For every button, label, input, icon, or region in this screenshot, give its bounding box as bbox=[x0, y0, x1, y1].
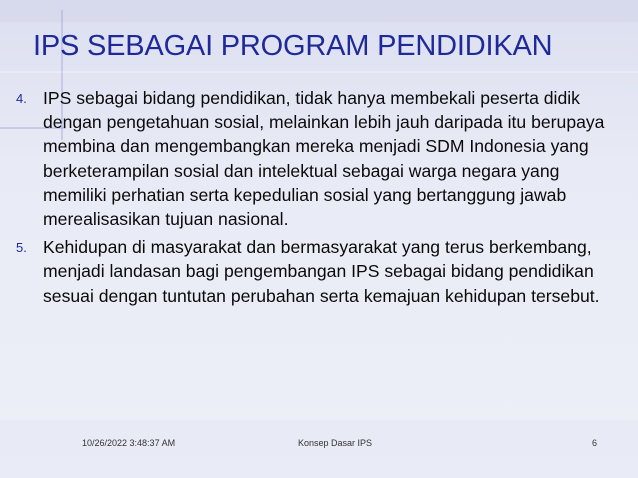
footer-title: Konsep Dasar IPS bbox=[298, 438, 373, 448]
bullet-list bbox=[16, 86, 626, 312]
footer-date: 10/26/2022 3:48:37 AM bbox=[82, 438, 176, 448]
item-text: Kehidupan di masyarakat dan bermasyarakat yang terus berkembang, menjadi landasan bagi pengembangan IPS sebagai bidang pendidikan sesuai dengan tuntutan perubahan serta kemajuan kehidupan tersebut. bbox=[43, 237, 600, 306]
list-item bbox=[16, 86, 626, 231]
item-text: IPS sebagai bidang pendidikan, tidak hanya membekali peserta didik dengan pengetahuan sosial, melainkan lebih jauh daripada itu berupaya membina dan mengembangkan mereka menjadi SDM Indonesia yang berketerampilan sosial dan intelektual sebagai warga negara yang memiliki perhatian serta kepedulian sosial yang bertanggung jawab merealisasikan tujuan nasional. bbox=[43, 88, 605, 230]
slide-title: IPS SEBAGAI PROGRAM PENDIDIKAN bbox=[33, 30, 553, 62]
footer-page-number: 6 bbox=[592, 438, 598, 448]
item-number: 5. bbox=[16, 240, 27, 256]
list-item bbox=[16, 235, 626, 308]
item-number: 4. bbox=[16, 91, 27, 106]
